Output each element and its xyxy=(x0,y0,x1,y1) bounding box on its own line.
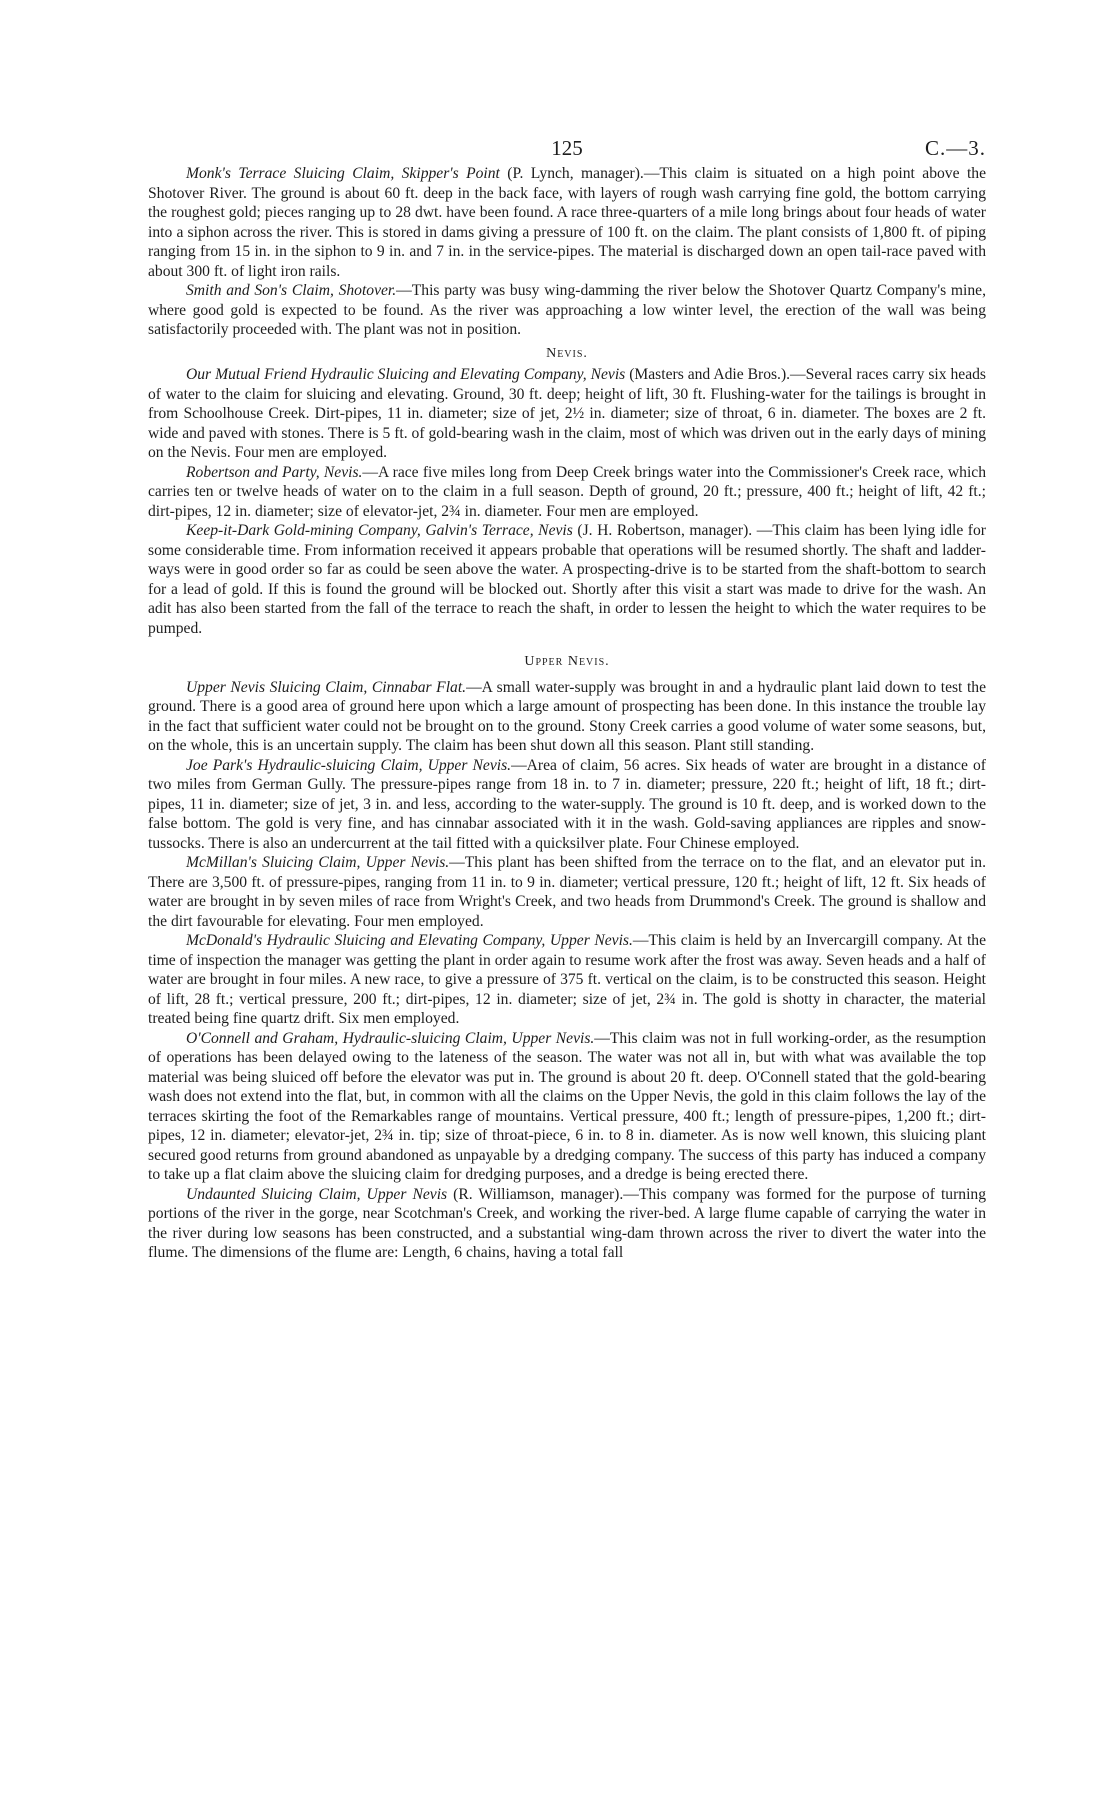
claim-title: O'Connell and Graham, Hydraulic-sluicing Claim, Upper Nevis. xyxy=(186,1029,595,1047)
section-heading-upper-nevis: Upper Nevis. xyxy=(524,654,610,669)
paragraph-our-mutual-friend xyxy=(148,365,986,463)
page-header xyxy=(148,130,986,160)
claim-title: Robertson and Party, Nevis. xyxy=(186,463,363,481)
paragraph-joe-parks xyxy=(148,756,986,854)
section-heading-nevis: Nevis. xyxy=(546,345,588,361)
page-number: 125 xyxy=(551,136,583,160)
claim-text: —This plant has been shifted from the terrace on to the flat, and an elevator put in. There are 3,500 ft. of pressure-pipes, ranging from 11 in. to 9 in. diameter; vertical pressure, 120 ft.; height of lift, 12 ft. Six heads of water are brought in by seven miles of race from Wright's Creek, and two heads from Drummond's Creek. The ground is shallow and the dirt favourable for elevating. Four men employed. xyxy=(148,854,986,930)
claim-title: McMillan's Sluicing Claim, Upper Nevis. xyxy=(186,854,450,871)
claim-text: (J. H. Robertson, manager). —This claim has been lying idle for some considerable time. From information received it appears probable that operations will be resumed shortly. The shaft and ladder-ways were in good order so far as could be seen above the water. A prospecting-drive is to be started from the shaft-bottom to search for a lead of gold. If this is found the ground will be blocked out. Shortly after this visit a start was made to drive for the wash. An adit has also been started from the fall of the terrace to reach the shaft, in order to lessen the height to which the water requires to be pumped. xyxy=(148,522,986,637)
paragraph-monks-terrace xyxy=(148,164,986,281)
claim-title: Monk's Terrace Sluicing Claim, Skipper's Point xyxy=(186,165,500,182)
paragraph-mcmillans xyxy=(148,853,986,931)
claim-title: Our Mutual Friend Hydraulic Sluicing and Elevating Company, Nevis xyxy=(186,366,626,383)
paragraph-smith-and-son xyxy=(148,281,986,340)
claim-text: (R. Williamson, manager).—This company was formed for the purpose of turning portions of the river in the gorge, near Scotchman's Creek, and working the river-bed. A large flume capable of carrying the water in the river during low seasons has been constructed, and a substantial wing-dam thrown across the river to divert the water into the flume. The dimensions of the flume are: Length, 6 chains, having a total fall xyxy=(148,1185,986,1261)
claim-text: —This party was busy wing-damming the river below the Shotover Quartz Company's mine, where good gold is expected to be found. As the river was approaching a low winter level, the erection of the wall was being satisfactorily proceeded with. The plant was not in position. xyxy=(148,282,987,338)
claim-title: Undaunted Sluicing Claim, Upper Nevis xyxy=(186,1185,448,1203)
claim-text: —This claim is held by an Invercargill company. At the time of inspection the manager was getting the plant in order again to resume work after the frost was away. Seven heads and a half of water are brought in four miles. A new race, to give a pressure of 375 ft. vertical on the claim, is to be constructed this season. Height of lift, 28 ft.; vertical pressure, 200 ft.; dirt-pipes, 12 in. diameter; size of jet, 2¾ in. The gold is shotty in character, the material treated being fine quartz drift. Six men employed. xyxy=(148,932,986,1027)
paragraph-robertson-and-party xyxy=(148,463,986,522)
claim-title: Keep-it-Dark Gold-mining Company, Galvin's Terrace, Nevis xyxy=(186,522,573,539)
document-body xyxy=(148,164,986,1263)
claim-text: —A small water-supply was brought in and a hydraulic plant laid down to test the ground. There is a good area of ground here upon which a large amount of prospecting has been done. In this instance the trouble lay in the fact that sufficient water could not be brought on to the ground. Stony Creek carries a good volume of water some seasons, but, on the whole, this is an uncertain supply. The claim has been shut down all this season. Plant still standing. xyxy=(148,678,986,754)
claim-title: McDonald's Hydraulic Sluicing and Elevating Company, Upper Nevis. xyxy=(186,932,633,949)
claim-title: Smith and Son's Claim, Shotover. xyxy=(186,282,397,299)
paragraph-undaunted xyxy=(148,1185,986,1263)
paragraph-keep-it-dark xyxy=(148,521,986,638)
claim-text: —Area of claim, 56 acres. Six heads of water are brought in a distance of two miles from German Gully. The pressure-pipes range from 18 in. to 7 in. diameter; pressure, 220 ft.; height of lift, 18 ft.; dirt-pipes, 11 in. diameter; size of jet, 3 in. and less, according to the water-supply. The ground is 10 ft. deep, and is worked down to the false bottom. The gold is very fine, and has cinnabar associated with it in the wash. Gold-saving appliances are ripples and snow-tussocks. There is also an undercurrent at the tail fitted with a quicksilver plate. Four Chinese employed. xyxy=(148,756,986,852)
claim-text: (P. Lynch, manager).—This claim is situated on a high point above the Shotover River. The ground is about 60 ft. deep in the back face, with layers of rough wash carrying fine gold, the bottom carrying the roughest gold; pieces ranging up to 28 dwt. have been found. A race three-quarters of a mile long brings about four heads of water into a siphon across the river. This is stored in dams giving a pressure of 100 ft. on the claim. The plant consists of 1,800 ft. of piping ranging from 15 in. in the siphon to 9 in. and 7 in. in the service-pipes. The material is discharged down an open tail-race paved with about 300 ft. of light iron rails. xyxy=(148,165,986,280)
document-page xyxy=(148,130,986,1263)
claim-title: Joe Park's Hydraulic-sluicing Claim, Upper Nevis. xyxy=(186,756,512,774)
claim-text: —A race five miles long from Deep Creek brings water into the Commissioner's Creek race, which carries ten or twelve heads of water on to the claim in a full season. Depth of ground, 20 ft.; pressure, 400 ft.; height of lift, 42 ft.; dirt-pipes, 12 in. diameter; size of elevator-jet, 2¾ in. diameter. Four men are employed. xyxy=(148,463,986,520)
document-reference: C.—3. xyxy=(924,136,986,160)
claim-text: (Masters and Adie Bros.).—Several races carry six heads of water to the claim for sluicing and elevating. Ground, 30 ft. deep; height of lift, 30 ft. Flushing-water for the tailings is brought in from Schoolhouse Creek. Dirt-pipes, 11 in. diameter; size of jet, 2½ in. diameter; size of throat, 6 in. diameter. The boxes are 2 ft. wide and paved with stones. There is 5 ft. of gold-bearing wash in the claim, most of which was driven out in the early days of mining on the Nevis. Four men are employed. xyxy=(148,366,986,461)
paragraph-upper-nevis-sluicing xyxy=(148,678,986,756)
paragraph-oconnell-and-graham xyxy=(148,1029,986,1185)
claim-title: Upper Nevis Sluicing Claim, Cinnabar Flat. xyxy=(186,678,467,696)
claim-text: —This claim was not in full working-order, as the resumption of operations has been delayed owing to the lateness of the season. The water was not all in, but with what was available the top material was being sluiced off before the elevator was put in. The ground is about 20 ft. deep. O'Connell stated that the gold-bearing wash does not extend into the flat, but, in common with all the claims on the Upper Nevis, the gold in this claim follows the lay of the terraces skirting the foot of the Remarkables range of mountains. Vertical pressure, 400 ft.; length of pressure-pipes, 1,200 ft.; dirt-pipes, 12 in. diameter; elevator-jet, 2¾ in. tip; size of throat-piece, 6 in. to 8 in. diameter. As is now well known, this sluicing plant secured good returns from ground abandoned as unpayable by a dredging company. The success of this party has induced a company to take up a flat claim above the sluicing claim for dredging purposes, and a dredge is being erected there. xyxy=(148,1029,987,1183)
paragraph-mcdonalds xyxy=(148,931,986,1029)
